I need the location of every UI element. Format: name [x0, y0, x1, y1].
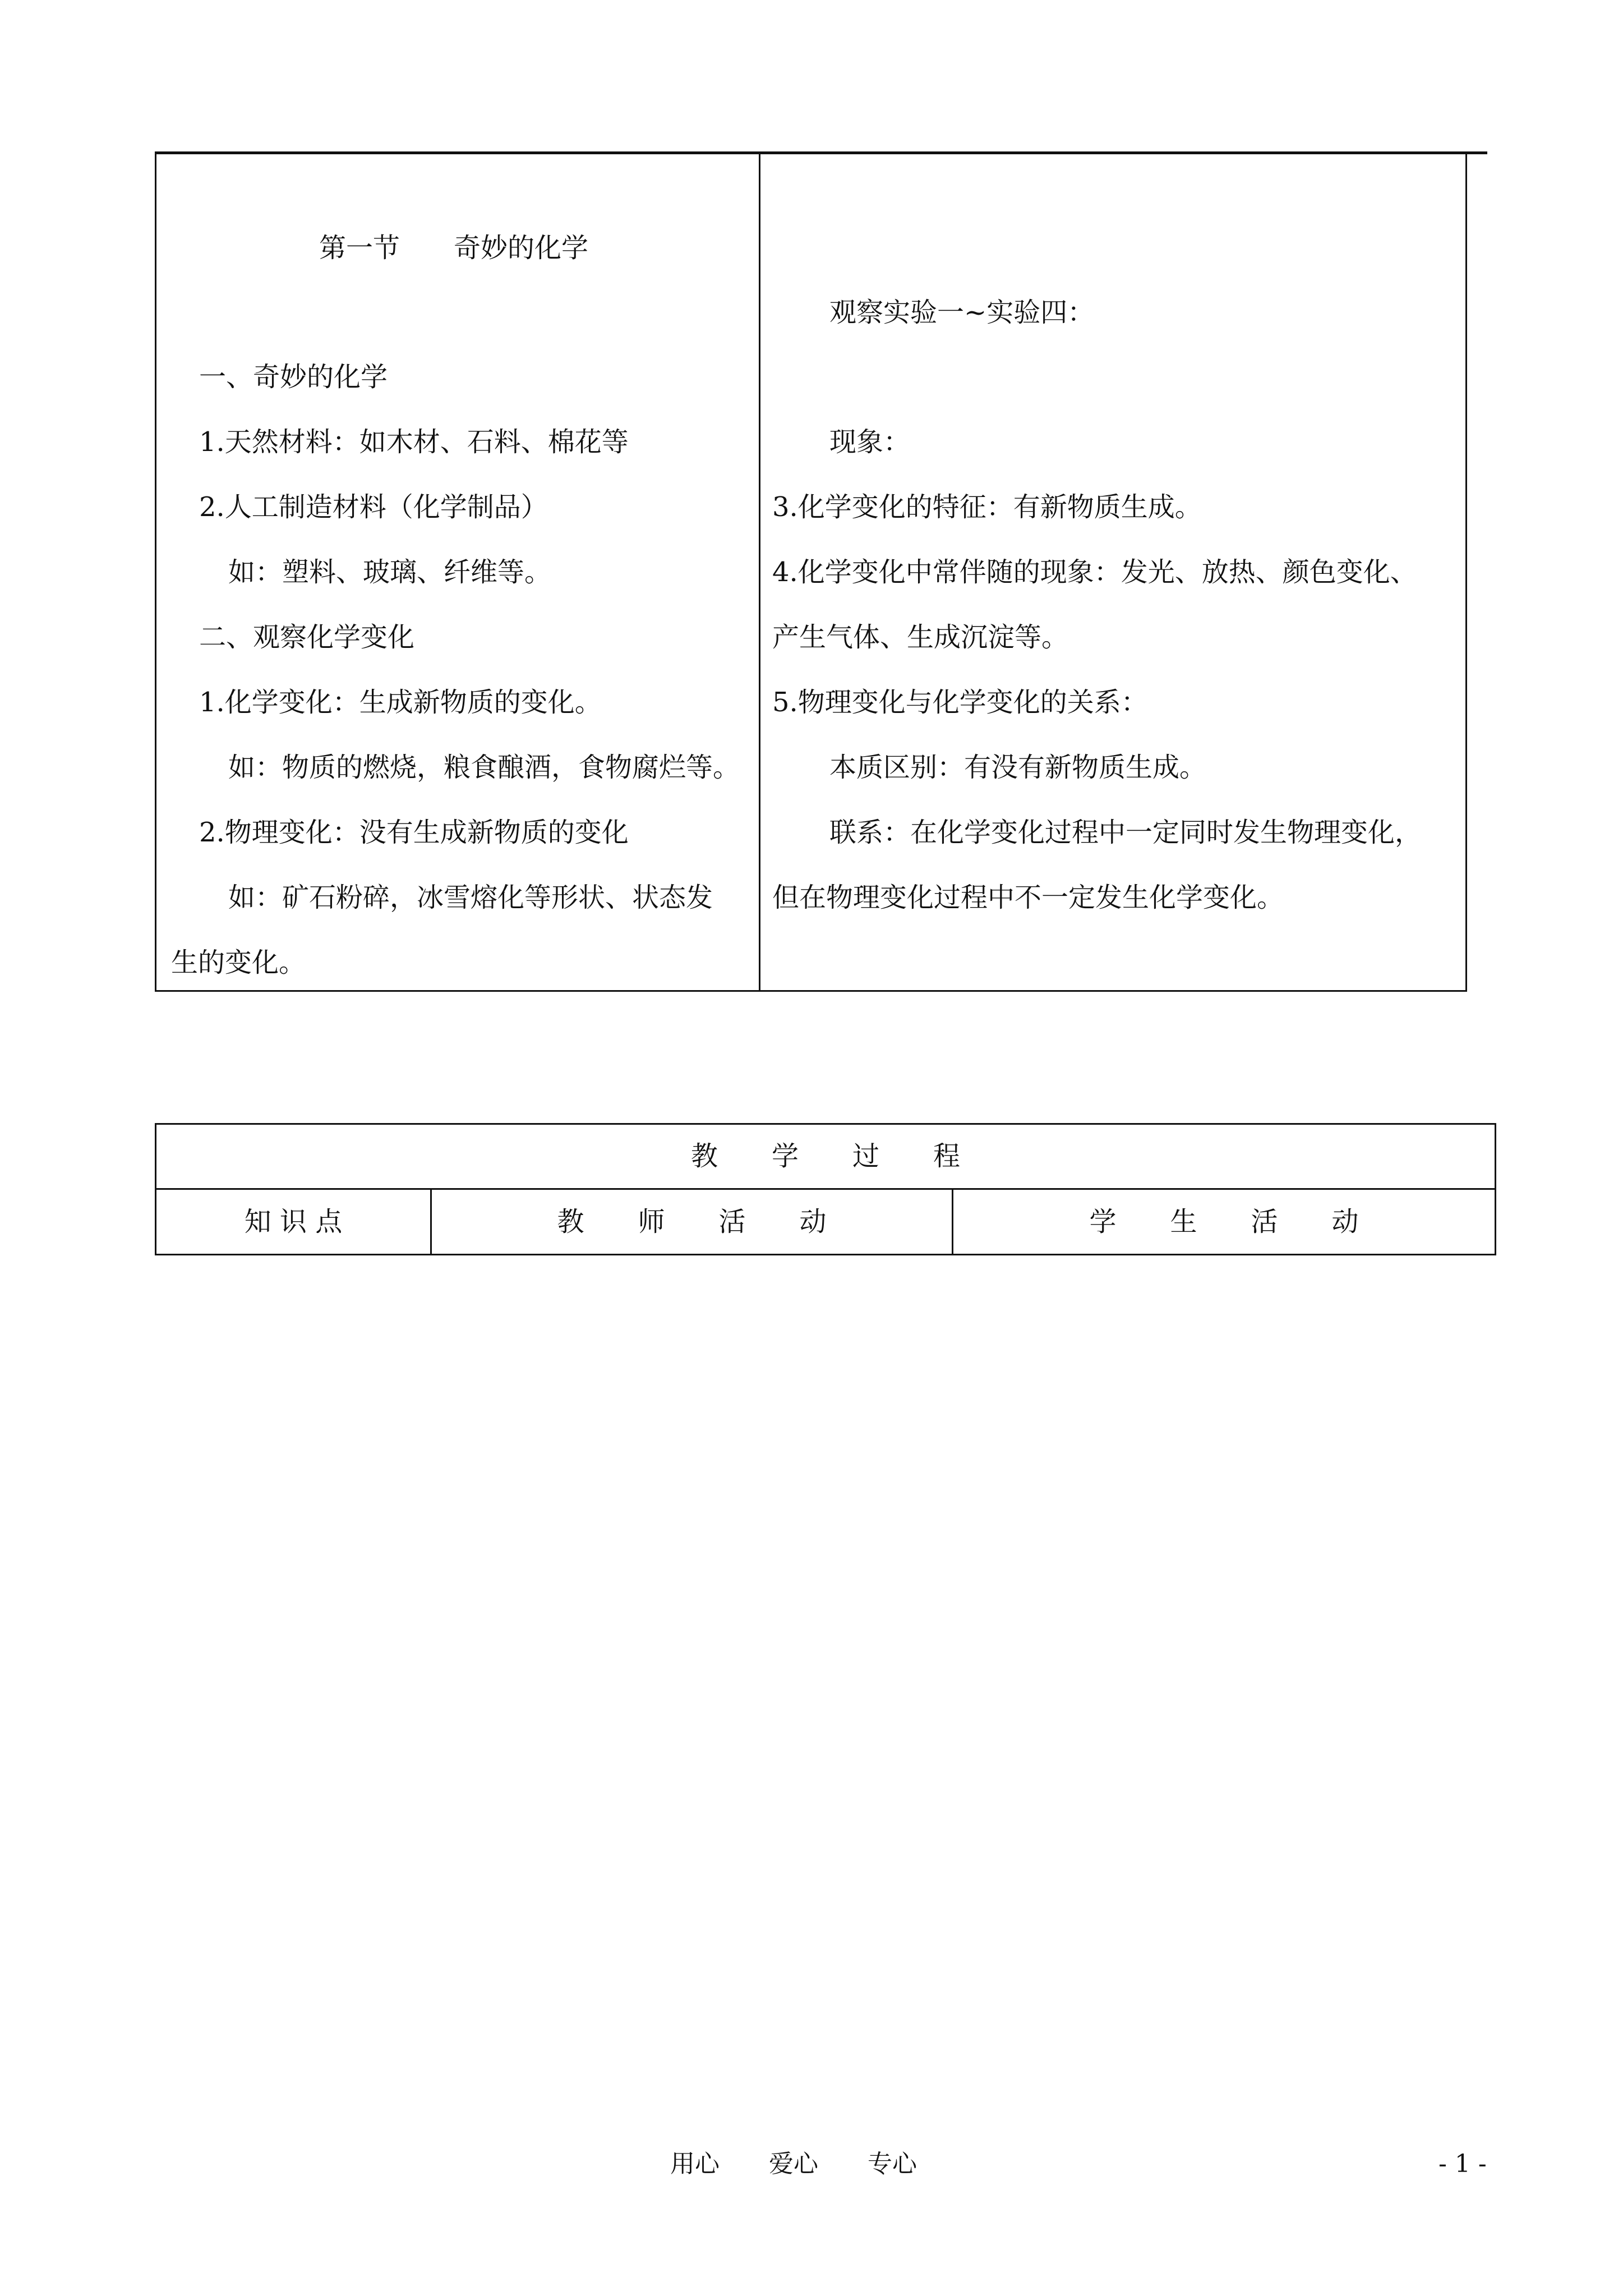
right-line-3: 3.化学变化的特征：有新物质生成。: [772, 491, 1202, 523]
column-header-student: 学 生 活 动: [1089, 1206, 1359, 1237]
left-line-2: 1.天然材料：如木材、石料、棉花等: [199, 426, 629, 458]
footer-motto: 用心 爱心 专心: [670, 2150, 917, 2178]
left-line-8: 2.物理变化：没有生成新物质的变化: [199, 817, 629, 848]
left-line-7: 如：物质的燃烧，粮食酿酒，食物腐烂等。: [228, 752, 740, 783]
teaching-process-table: [155, 1123, 1496, 1255]
left-line-9: 如：矿石粉碎，冰雪熔化等形状、状态发: [228, 882, 713, 913]
right-line-4: 4.化学变化中常伴随的现象：发光、放热、颜色变化、: [772, 556, 1417, 588]
column-header-knowledge: 知 识 点: [244, 1206, 343, 1237]
row-separator: [156, 1188, 1495, 1190]
right-line-5: 产生气体、生成沉淀等。: [772, 622, 1069, 653]
page-number: - 1 -: [1438, 2150, 1487, 2178]
left-line-10: 生的变化。: [171, 947, 306, 978]
right-line-7: 本质区别：有没有新物质生成。: [829, 752, 1207, 783]
table-header: 教 学 过 程: [690, 1140, 960, 1172]
right-line-6: 5.物理变化与化学变化的关系：: [772, 687, 1148, 718]
right-line-9: 但在物理变化过程中不一定发生化学变化。: [772, 882, 1284, 913]
column-header-teacher: 教 师 活 动: [557, 1206, 827, 1237]
right-line-1: 观察实验一~实验四：: [829, 297, 1095, 328]
right-line-8: 联系：在化学变化过程中一定同时发生物理变化，: [829, 817, 1422, 848]
left-line-5: 二、观察化学变化: [199, 622, 415, 653]
right-line-2: 现象：: [829, 426, 911, 458]
column-divider: [759, 153, 760, 990]
lesson-notes-table: [155, 153, 1467, 992]
left-line-3: 2.人工制造材料（化学制品）: [199, 491, 548, 523]
section-title: 第一节 奇妙的化学: [319, 232, 589, 264]
left-line-6: 1.化学变化：生成新物质的变化。: [199, 687, 602, 718]
left-line-4: 如：塑料、玻璃、纤维等。: [228, 556, 552, 588]
left-line-1: 一、奇妙的化学: [199, 361, 388, 393]
